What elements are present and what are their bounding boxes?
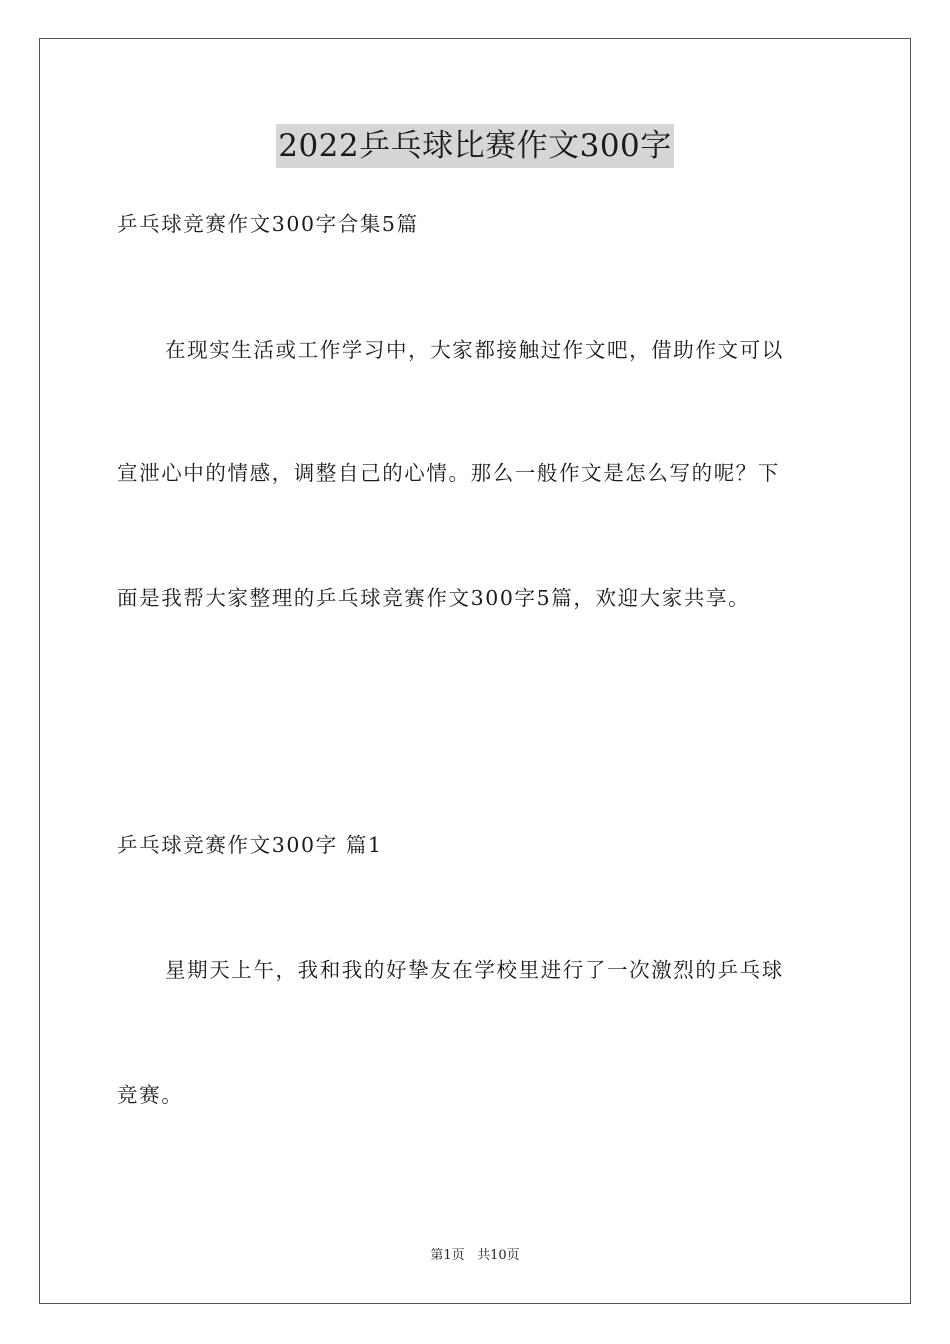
- intro-line-2: 宣泄心中的情感，调整自己的心情。那么一般作文是怎么写的呢？下: [117, 461, 780, 485]
- body-line-2: 竞赛。: [117, 1083, 184, 1107]
- title-container: [0, 124, 950, 168]
- document-title: 2022乒乓球比赛作文300字: [276, 124, 674, 168]
- body-line-1: 星期天上午，我和我的好挚友在学校里进行了一次激烈的乒乓球: [165, 958, 784, 982]
- page-number: 第1页: [430, 1248, 465, 1263]
- document-subtitle: 乒乓球竞赛作文300字合集5篇: [117, 212, 419, 236]
- intro-line-1: 在现实生活或工作学习中，大家都接触过作文吧，借助作文可以: [165, 338, 784, 362]
- page-footer: [0, 1246, 950, 1266]
- intro-line-3: 面是我帮大家整理的乒乓球竞赛作文300字5篇，欢迎大家共享。: [117, 586, 751, 610]
- section-heading: 乒乓球竞赛作文300字 篇1: [117, 833, 383, 857]
- page-total: 共10页: [477, 1248, 520, 1263]
